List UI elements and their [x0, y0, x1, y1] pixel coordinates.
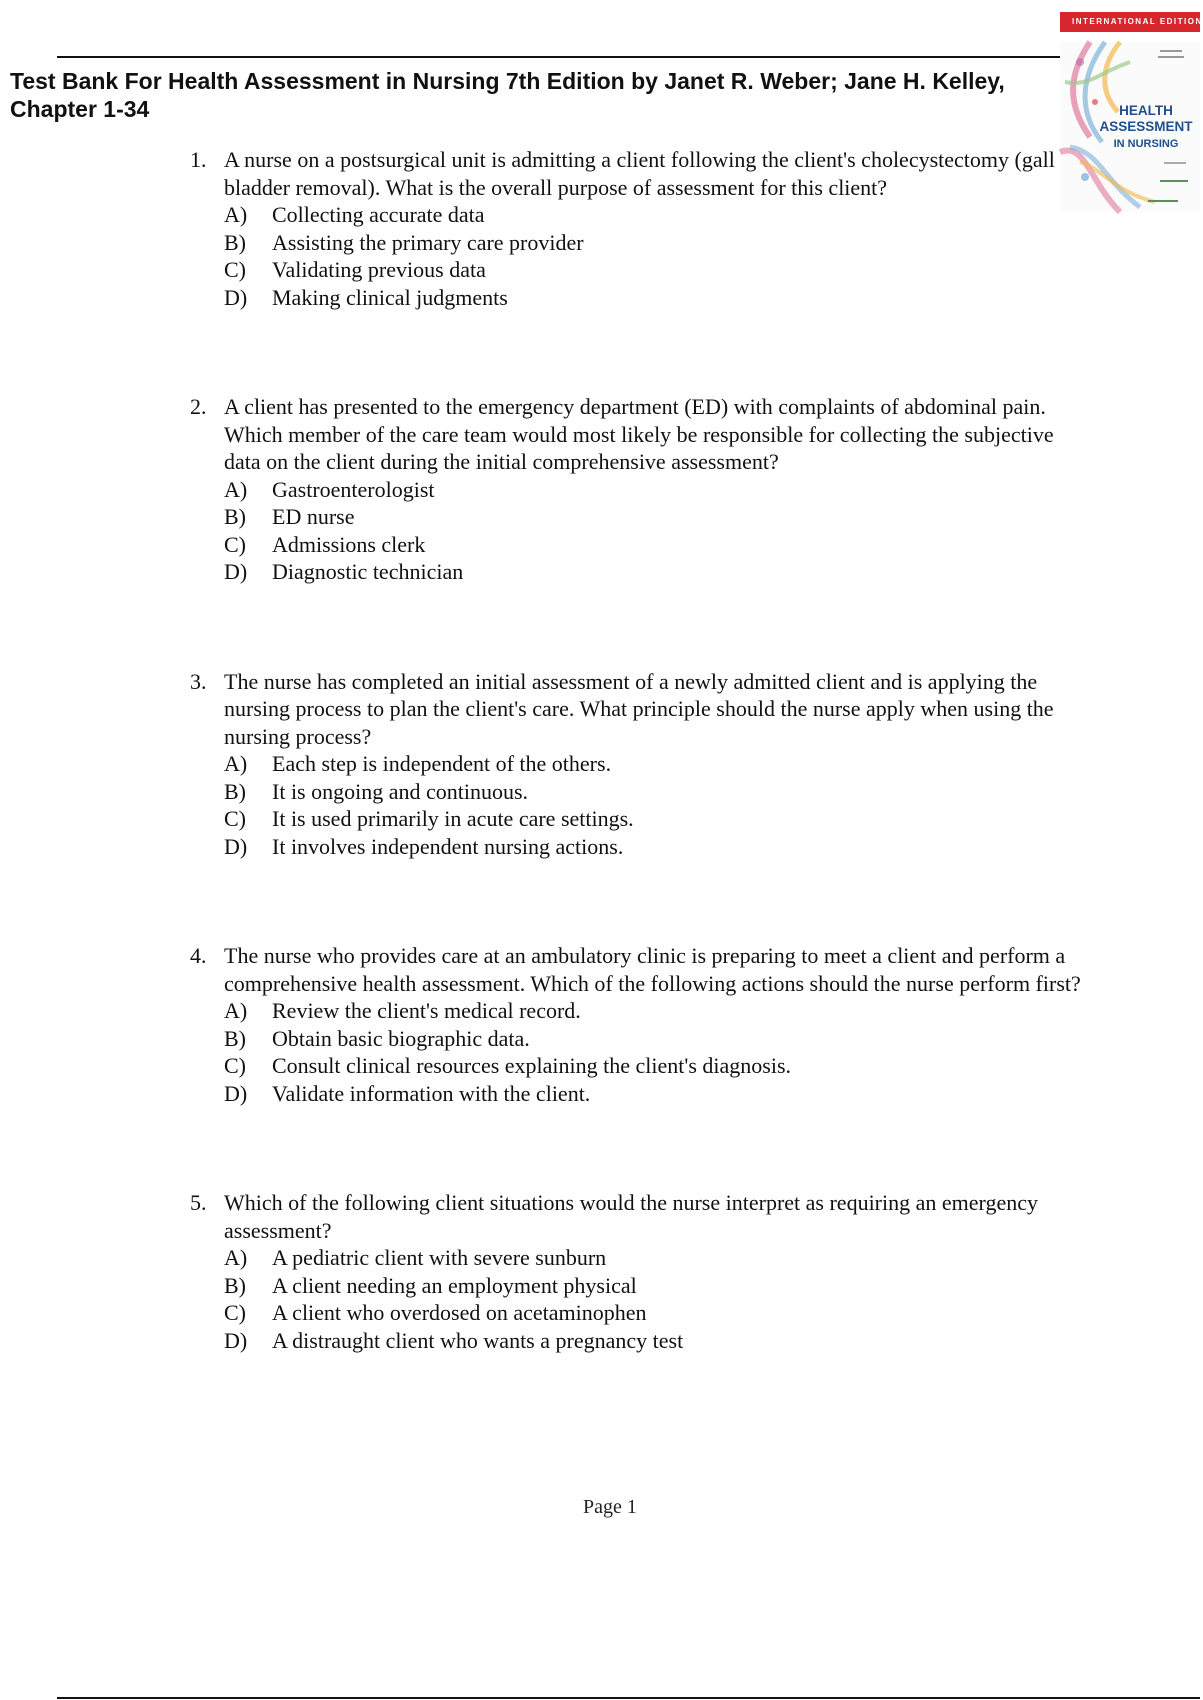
answer-option: [224, 833, 1095, 861]
answer-option: [224, 805, 1095, 833]
answer-option: [224, 997, 1095, 1025]
option-text: It involves independent nursing actions.: [272, 833, 624, 859]
option-letter: B): [224, 229, 246, 255]
bottom-divider: [57, 1697, 1200, 1699]
answer-option: [224, 558, 1095, 586]
option-letter: D): [224, 559, 248, 584]
answer-option: [224, 750, 1095, 778]
question-number: 1.: [190, 147, 207, 172]
option-text: It is used primarily in acute care settings.: [272, 806, 634, 831]
option-letter: D): [224, 1327, 248, 1353]
answer-options: [224, 1244, 1095, 1354]
answer-options: [224, 750, 1095, 860]
question-stem: The nurse who provides care at an ambulatory clinic is preparing to meet a client and perform a comprehensive health assessment. Which of the following actions should the nurse perform first?: [224, 943, 1081, 996]
question-1: [190, 146, 1095, 311]
option-letter: D): [224, 284, 248, 310]
cover-title-line1: HEALTH: [1119, 103, 1173, 118]
cover-title-line3: IN NURSING: [1113, 138, 1179, 150]
option-text: It is ongoing and continuous.: [272, 778, 529, 804]
answer-option: [224, 476, 1095, 504]
answer-option: [224, 778, 1095, 806]
cover-title: [1096, 103, 1196, 152]
answer-option: [224, 1244, 1095, 1272]
option-text: A client who overdosed on acetaminophen: [272, 1300, 647, 1325]
option-letter: D): [224, 833, 248, 859]
answer-options: [224, 476, 1095, 586]
option-text: Obtain basic biographic data.: [272, 1025, 530, 1051]
option-text: A distraught client who wants a pregnancy test: [272, 1327, 684, 1353]
option-text: Admissions clerk: [272, 531, 426, 557]
question-number: 2.: [190, 394, 207, 419]
option-letter: C): [224, 1300, 246, 1325]
answer-option: [224, 1052, 1095, 1080]
answer-option: [224, 201, 1095, 229]
answer-option: [224, 1080, 1095, 1108]
option-letter: A): [224, 751, 248, 776]
option-letter: B): [224, 1272, 246, 1298]
answer-option: [224, 1025, 1095, 1053]
answer-options: [224, 997, 1095, 1107]
option-letter: B): [224, 778, 246, 804]
option-text: Review the client's medical record.: [272, 998, 581, 1023]
question-number: 4.: [190, 943, 207, 968]
answer-option: [224, 1272, 1095, 1300]
top-divider: [57, 56, 1060, 58]
option-letter: A): [224, 476, 248, 502]
question-3: [190, 668, 1095, 861]
option-text: Consult clinical resources explaining the client's diagnosis.: [272, 1053, 792, 1078]
answer-option: [224, 284, 1095, 312]
question-2: [190, 393, 1095, 586]
question-5: [190, 1189, 1095, 1354]
option-letter: A): [224, 998, 248, 1023]
option-text: Each step is independent of the others.: [272, 751, 612, 776]
question-stem: Which of the following client situations would the nurse interpret as requiring an emergency assessment?: [224, 1190, 1038, 1243]
document-title: Test Bank For Health Assessment in Nursing 7th Edition by Janet R. Weber; Jane H. Kelley, Chapter 1-34: [10, 68, 1005, 122]
page-number-footer: Page 1: [583, 1496, 637, 1518]
question-number: 3.: [190, 668, 207, 694]
option-letter: B): [224, 1025, 246, 1051]
question-stem: A client has presented to the emergency department (ED) with complaints of abdominal pain. Which member of the care team would most likely be responsible for collecting the subjective data on the client during the initial comprehensive assessment?: [224, 394, 1054, 474]
answer-option: [224, 503, 1095, 531]
option-letter: C): [224, 257, 246, 282]
option-letter: C): [224, 806, 246, 831]
answer-option: [224, 1299, 1095, 1327]
answer-option: [224, 256, 1095, 284]
option-letter: B): [224, 504, 246, 529]
answer-option: [224, 1327, 1095, 1355]
cover-title-line2: ASSESSMENT: [1099, 119, 1193, 134]
question-4: [190, 942, 1095, 1107]
question-list: [190, 146, 1095, 1354]
cover-edition-banner: INTERNATIONAL EDITION: [1060, 12, 1200, 32]
option-text: Collecting accurate data: [272, 202, 485, 227]
option-letter: C): [224, 531, 246, 557]
option-text: Validate information with the client.: [272, 1080, 591, 1106]
option-text: Gastroenterologist: [272, 476, 435, 502]
option-text: Diagnostic technician: [272, 559, 464, 584]
option-text: Validating previous data: [272, 257, 486, 282]
option-text: Making clinical judgments: [272, 284, 508, 310]
question-stem: The nurse has completed an initial assessment of a newly admitted client and is applying the nursing process to plan the client's care. What principle should the nurse apply when using the nursing process?: [224, 668, 1054, 749]
option-letter: C): [224, 1053, 246, 1078]
question-number: 5.: [190, 1190, 207, 1215]
option-text: ED nurse: [272, 504, 355, 529]
option-letter: A): [224, 1245, 248, 1270]
option-letter: A): [224, 202, 248, 227]
option-letter: D): [224, 1080, 248, 1106]
option-text: A client needing an employment physical: [272, 1272, 637, 1298]
answer-option: [224, 229, 1095, 257]
option-text: A pediatric client with severe sunburn: [272, 1245, 607, 1270]
question-stem: A nurse on a postsurgical unit is admitting a client following the client's cholecystectomy (gall bladder removal). What is the overall purpose of assessment for this client?: [224, 147, 1055, 200]
option-text: Assisting the primary care provider: [272, 229, 584, 255]
answer-options: [224, 201, 1095, 311]
answer-option: [224, 531, 1095, 559]
